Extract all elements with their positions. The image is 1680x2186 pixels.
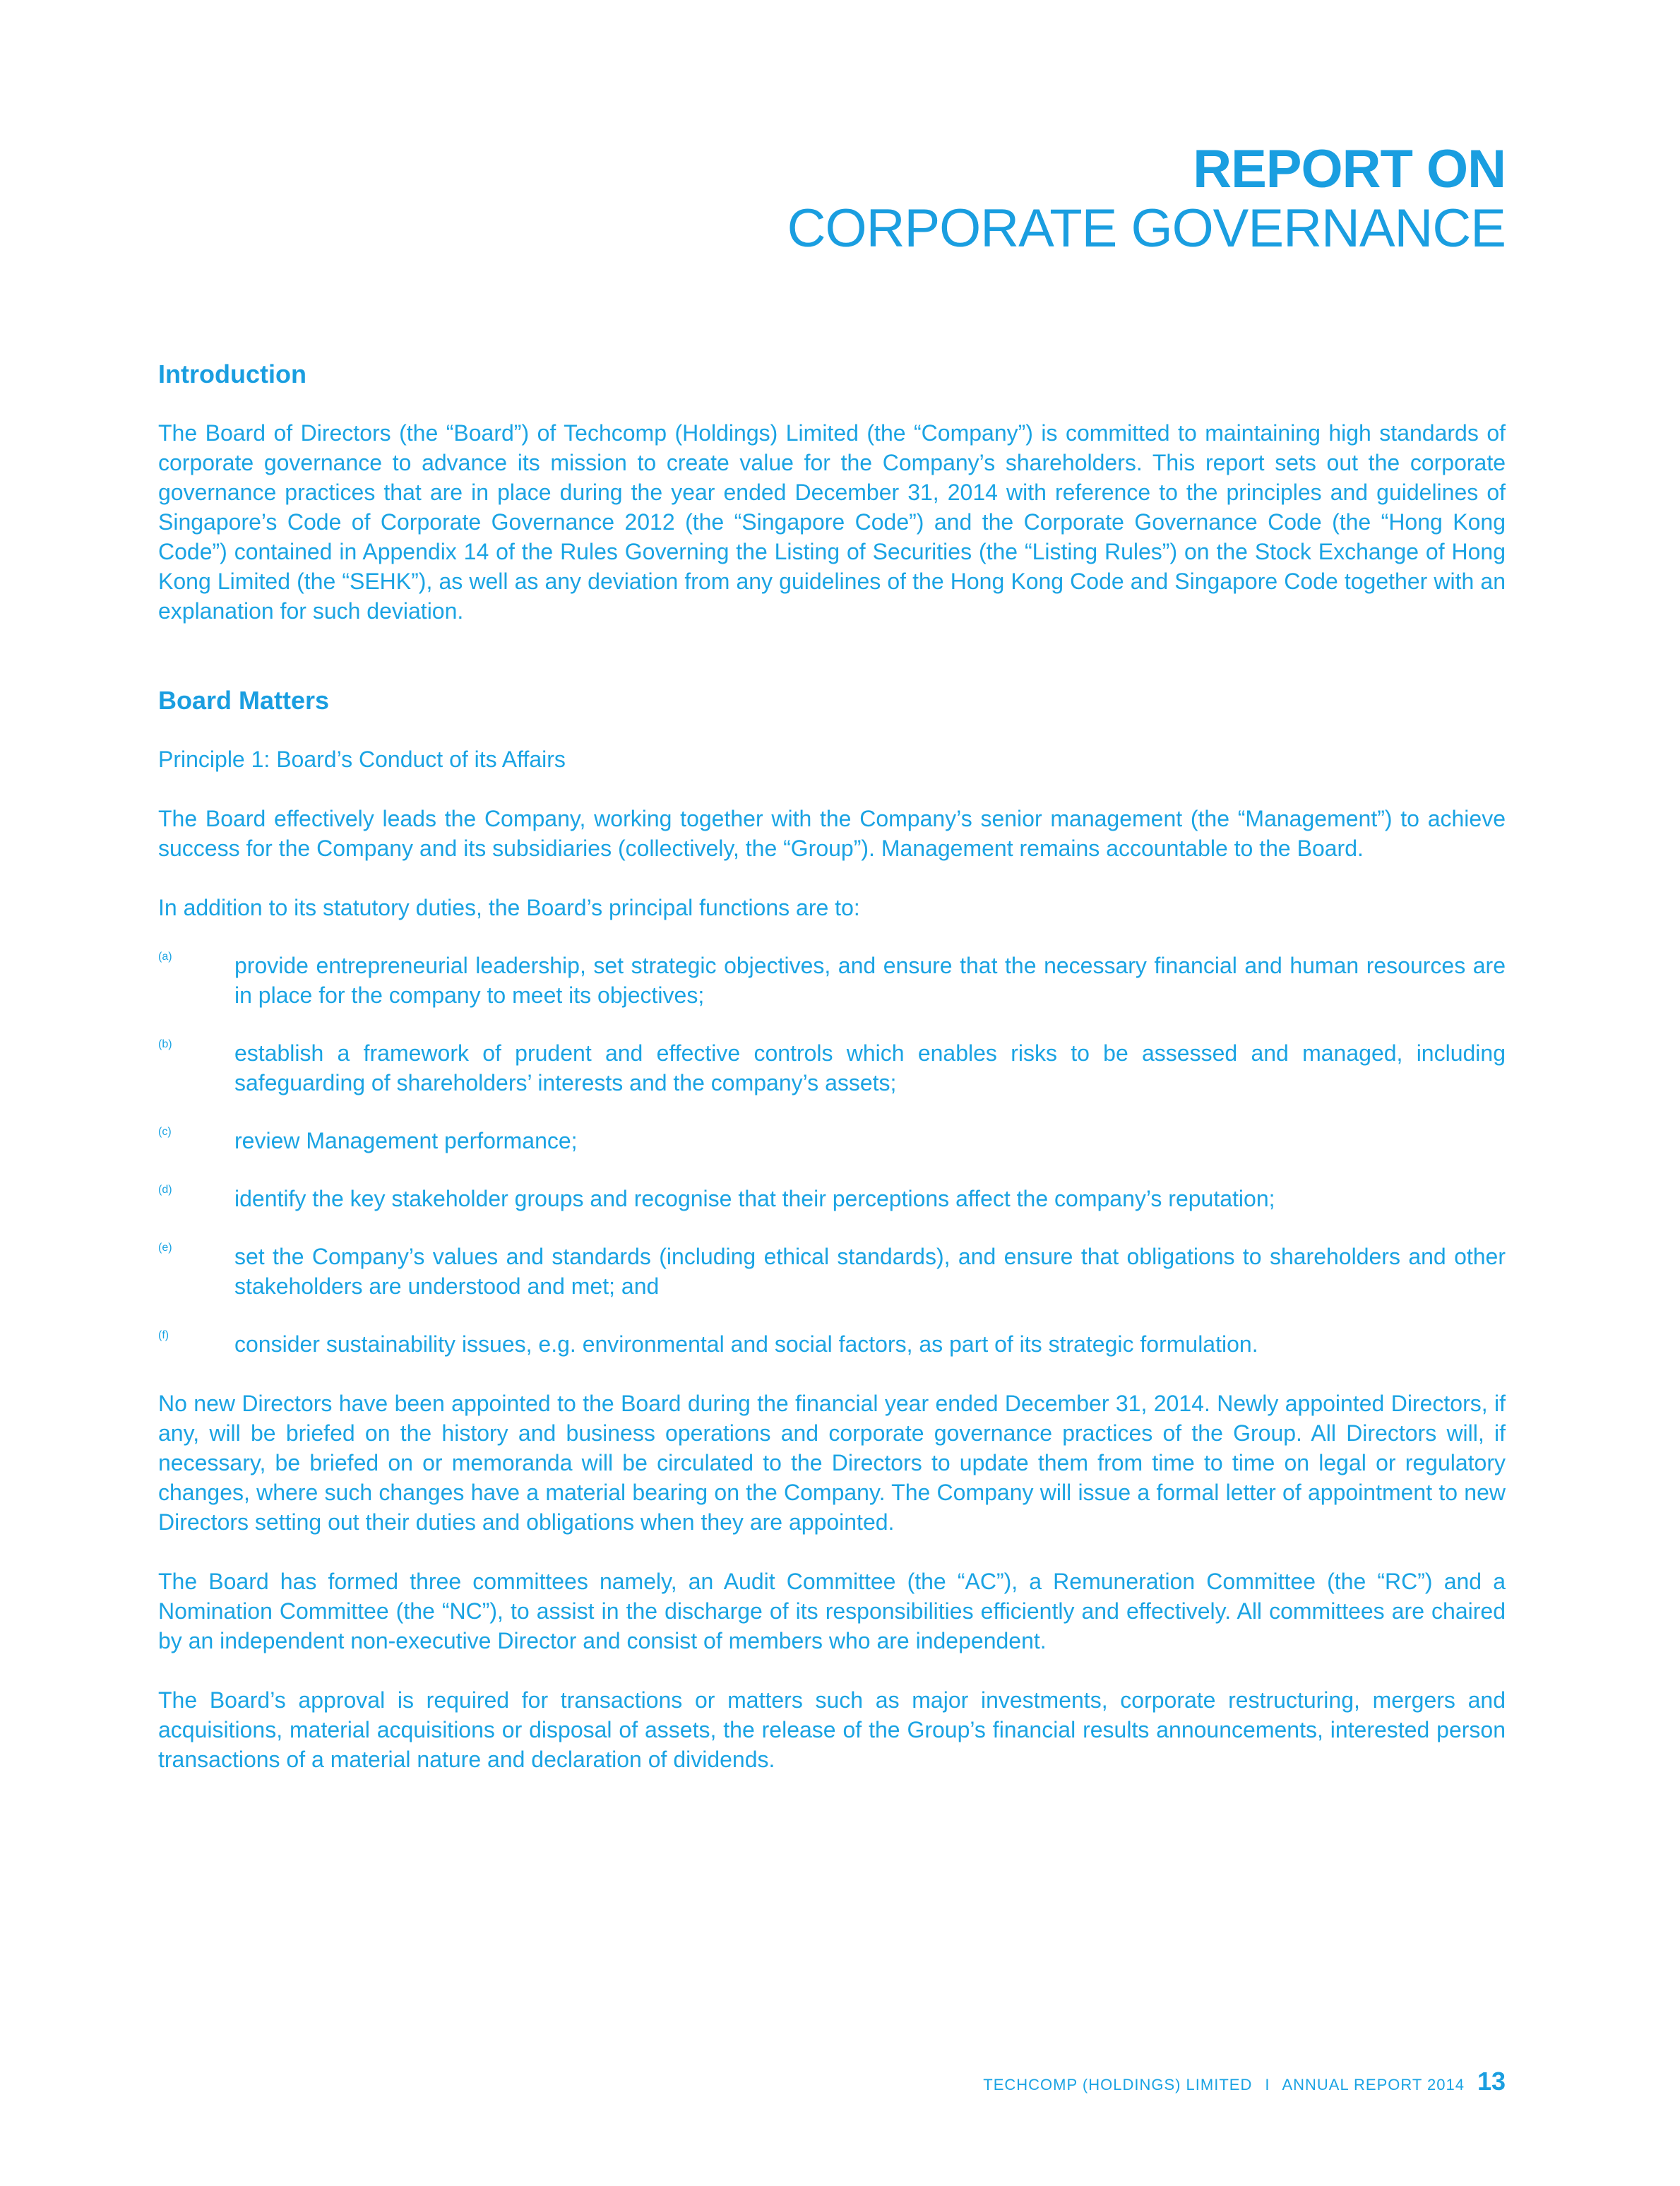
introduction-section [158, 359, 1506, 626]
list-item [158, 1126, 1506, 1156]
board-paragraph-1: The Board effectively leads the Company, working together with the Company’s senior management (the “Management”) to achieve success for the Company and its subsidiaries (collectively, the “Group”). Management remains accountable to the Board. [158, 806, 1506, 861]
list-item [158, 1184, 1506, 1213]
list-item-text: review Management performance; [234, 1128, 578, 1153]
introduction-heading: Introduction [158, 360, 306, 388]
principle-heading: Principle 1: Board’s Conduct of its Affairs [158, 747, 566, 772]
list-item [158, 951, 1506, 1010]
board-paragraph-3: No new Directors have been appointed to the Board during the financial year ended December 31, 2014. Newly appointed Directors, if any, will be briefed on the history and business operations and corporate governance practices of the Group. All Directors will, if necessary, be briefed on or memoranda will be circulated to the Directors to update them from time to time on legal or regulatory changes, where such changes have a material bearing on the Company. The Company will issue a formal letter of appointment to new Directors setting out their duties and obligations when they are appointed. [158, 1391, 1506, 1535]
footer-separator: I [1265, 2076, 1270, 2093]
footer-company: TECHCOMP (HOLDINGS) LIMITED [983, 2076, 1253, 2093]
list-marker: (f) [158, 1329, 169, 1341]
list-item-text: consider sustainability issues, e.g. environmental and social factors, as part of its strategic formulation. [234, 1331, 1258, 1357]
page-title [787, 140, 1506, 259]
board-paragraph-5: The Board’s approval is required for transactions or matters such as major investments, corporate restructuring, mergers and acquisitions, material acquisitions or disposal of assets, the release of the Group’s financial results announcements, interested person transactions of a material nature and declaration of dividends. [158, 1687, 1506, 1772]
page-footer [983, 2067, 1506, 2096]
list-item-text: identify the key stakeholder groups and recognise that their perceptions affect the company’s reputation; [234, 1186, 1275, 1211]
introduction-paragraph: The Board of Directors (the “Board”) of Techcomp (Holdings) Limited (the “Company”) is committed to maintaining high standards of corporate governance to advance its mission to create value for the Company’s shareholders. This report sets out the corporate governance practices that are in place during the year ended December 31, 2014 with reference to the principles and guidelines of Singapore’s Code of Corporate Governance 2012 (the “Singapore Code”) and the Corporate Governance Code (the “Hong Kong Code”) contained in Appendix 14 of the Rules Governing the Listing of Securities (the “Listing Rules”) on the Stock Exchange of Hong Kong Limited (the “SEHK”), as well as any deviation from any guidelines of the Hong Kong Code and Singapore Code together with an explanation for such deviation. [158, 420, 1506, 624]
board-matters-heading: Board Matters [158, 686, 330, 715]
list-marker: (b) [158, 1038, 172, 1050]
title-line-1: REPORT ON [1193, 139, 1506, 199]
page-number: 13 [1477, 2067, 1506, 2096]
list-item [158, 1329, 1506, 1359]
list-item-text: set the Company’s values and standards (including ethical standards), and ensure that obligations to shareholders and other stakeholders are understood and met; and [234, 1244, 1506, 1299]
list-marker: (e) [158, 1242, 172, 1254]
board-paragraph-4: The Board has formed three committees namely, an Audit Committee (the “AC”), a Remuneration Committee (the “RC”) and a Nomination Committee (the “NC”), to assist in the discharge of its responsibilities efficiently and effectively. All committees are chaired by an independent non-executive Director and consist of members who are independent. [158, 1569, 1506, 1653]
list-item-text: provide entrepreneurial leadership, set strategic objectives, and ensure that the necessary financial and human resources are in place for the company to meet its objectives; [234, 953, 1506, 1008]
board-matters-section [158, 685, 1506, 1774]
list-item [158, 1038, 1506, 1098]
list-marker: (c) [158, 1126, 172, 1138]
board-paragraph-2: In addition to its statutory duties, the Board’s principal functions are to: [158, 895, 860, 920]
title-line-2: CORPORATE GOVERNANCE [787, 198, 1506, 259]
principal-functions-list [158, 951, 1506, 1359]
list-item-text: establish a framework of prudent and effective controls which enables risks to be assessed and managed, including safeguarding of shareholders’ interests and the company’s assets; [234, 1040, 1506, 1095]
list-marker: (d) [158, 1184, 172, 1196]
list-item [158, 1242, 1506, 1301]
footer-report: ANNUAL REPORT 2014 [1282, 2076, 1465, 2093]
list-marker: (a) [158, 951, 172, 963]
